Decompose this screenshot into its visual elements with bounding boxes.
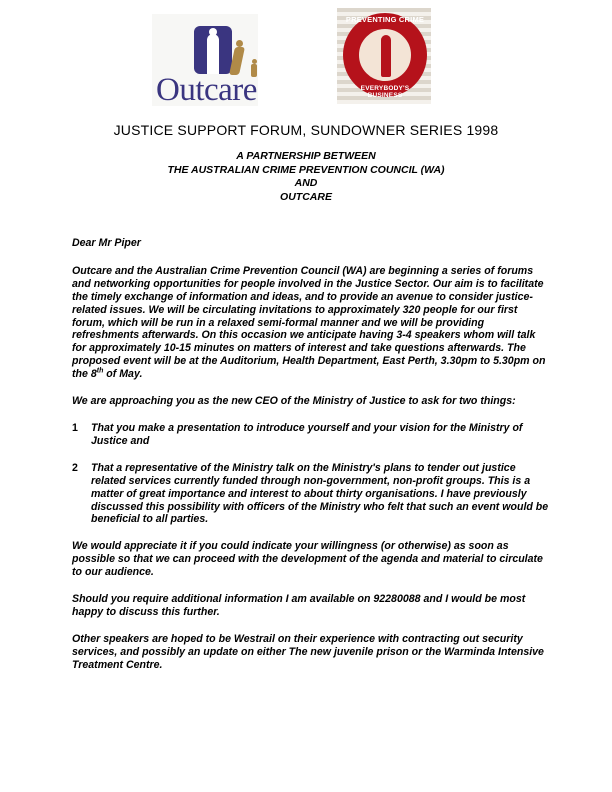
letter-body — [72, 237, 552, 686]
preventing-crime-logo — [337, 8, 431, 104]
subtitle-line: OUTCARE — [280, 190, 332, 203]
paragraph-intro — [72, 265, 552, 381]
seal-center — [357, 27, 413, 83]
list-item — [72, 462, 552, 527]
list-text: That you make a presentation to introduce yourself and your vision for the Ministry of Justice and — [91, 421, 523, 447]
seal-text-top: PREVENTING CRIME — [345, 15, 425, 24]
partnership-subtitle — [0, 150, 612, 204]
paragraph-request: We are approaching you as the new CEO of the Ministry of Justice to ask for two things: — [72, 395, 516, 408]
document-title: JUSTICE SUPPORT FORUM, SUNDOWNER SERIES 1998 — [113, 122, 499, 138]
list-item — [72, 422, 552, 448]
list-text: That a representative of the Ministry talk on the Ministry's plans to tender out justice related services currently funded through non-government, non-profit groups. This is a matter of great importance and interest to about thirty organisations. I have previously discussed this possibility with officers of the Ministry who felt that such an event would be beneficial to all parties. — [91, 461, 549, 526]
justice-figure-icon — [381, 35, 391, 77]
outcare-wordmark: Outcare — [156, 72, 257, 108]
paragraph-intro-end: of May. — [103, 368, 143, 381]
subtitle-line: AND — [294, 177, 318, 189]
ordinal-suffix: th — [96, 367, 104, 375]
logo-header — [0, 4, 612, 108]
subtitle-line: A PARTNERSHIP BETWEEN — [236, 150, 376, 162]
subtitle-line: THE AUSTRALIAN CRIME PREVENTION COUNCIL (WA) — [167, 163, 445, 176]
list-number: 2 — [72, 461, 78, 474]
salutation: Dear Mr Piper — [72, 237, 141, 249]
paragraph-appreciation: We would appreciate it if you could indicate your willingness (or otherwise) as soon as possible so that we can proceed with the development of the agenda and material to circulate to our audience. — [72, 540, 543, 579]
outcare-logo — [152, 14, 258, 106]
seal-text-bottom: EVERYBODY'S BUSINESS — [360, 85, 410, 99]
seal-ring — [343, 13, 427, 97]
list-number: 1 — [72, 421, 78, 434]
paragraph-contact: Should you require additional information I am available on 92280088 and I would be most happy to discuss this further. — [72, 593, 526, 618]
paragraph-other-speakers: Other speakers are hoped to be Westrail on their experience with contracting out security services, and possibly an update on either The new juvenile prison or the Warminda Intensive Treatment Centre. — [72, 632, 544, 671]
adult-head-icon — [236, 40, 243, 47]
outcare-figure-icon — [207, 34, 219, 74]
paragraph-intro-text: Outcare and the Australian Crime Prevention Council (WA) are beginning a series of forums and networking opportunities for people involved in the Justice Sector. Our aim is to facilitate the timely exchange of information and ideas, and to provide an avenue to consider justice-related issues. We will be circulating invitations to approximately 320 people for our first forum, which will be run in a relaxed semi-formal manner and we will be providing refreshments afterwards. On this occasion we anticipate having 3-4 speakers whom will talk for approximately 10-15 minutes on matters of interest and take questions afterwards. The proposed event will be at the Auditorium, Health Department, East Perth, 3.30pm to 5.30pm on the 8 — [72, 264, 546, 381]
